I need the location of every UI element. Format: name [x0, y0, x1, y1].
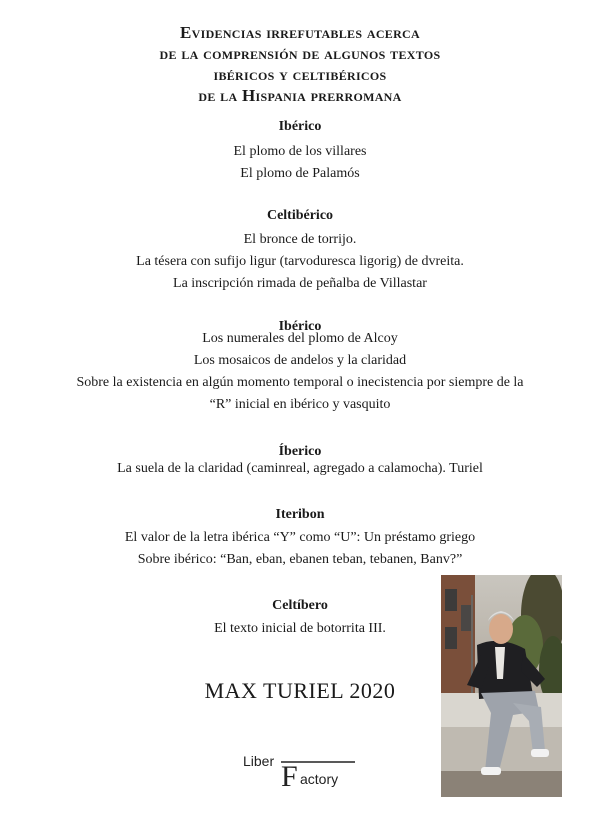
section-line: El texto inicial de botorrita III.	[214, 621, 386, 636]
section-lines	[0, 458, 600, 480]
section-line: El bronce de torrijo.	[243, 232, 357, 247]
section-heading: Celtibérico	[266, 208, 334, 223]
section-line: El plomo de los villares	[233, 144, 367, 159]
section-line: Los numerales del plomo de Alcoy	[202, 331, 398, 346]
svg-text:Liber: Liber	[243, 753, 275, 769]
section-lines	[0, 141, 600, 185]
section-line: Los mosaicos de andelos y la claridad	[193, 353, 407, 368]
svg-text:F: F	[281, 760, 298, 793]
title-line: ibéricos y celtibéricos	[213, 65, 387, 84]
section-line: Sobre ibérico: “Ban, eban, ebanen teban, tebanen, Banv?”	[137, 552, 463, 567]
author-name: MAX TURIEL 2020	[204, 678, 396, 703]
title-line: de la Hispania prerromana	[198, 86, 402, 105]
section-heading: Celtíbero	[272, 598, 328, 613]
publisher-logo	[237, 742, 357, 798]
book-title	[0, 22, 600, 106]
section-line: La inscripción rimada de peñalba de Villastar	[173, 276, 427, 291]
title-line: de la comprensión de algunos textos	[159, 44, 441, 63]
section-line: El plomo de Palamós	[240, 166, 360, 181]
section-line: La tésera con sufijo ligur (tarvoduresca ligorig) de dvreita.	[136, 254, 464, 269]
section-heading: Iteribon	[275, 507, 325, 522]
section-line: “R” inicial en ibérico y vasquito	[209, 397, 391, 412]
section-lines	[0, 328, 600, 416]
section-lines	[0, 229, 600, 295]
section-heading: Ibérico	[278, 119, 322, 134]
section-line: Sobre la existencia en algún momento temporal o inecistencia por siempre de la	[76, 375, 524, 390]
section-line: La suela de la claridad (caminreal, agregado a calamocha). Turiel	[117, 461, 483, 476]
section-line: El valor de la letra ibérica “Y” como “U”: Un préstamo griego	[124, 530, 476, 545]
section-lines	[0, 527, 600, 571]
svg-text:actory: actory	[300, 771, 339, 787]
author-photo	[441, 575, 562, 797]
section-heading: Ibérico	[278, 319, 322, 334]
title-line: Evidencias irrefutables acerca	[180, 23, 420, 42]
section-heading: Íberico	[278, 444, 322, 459]
